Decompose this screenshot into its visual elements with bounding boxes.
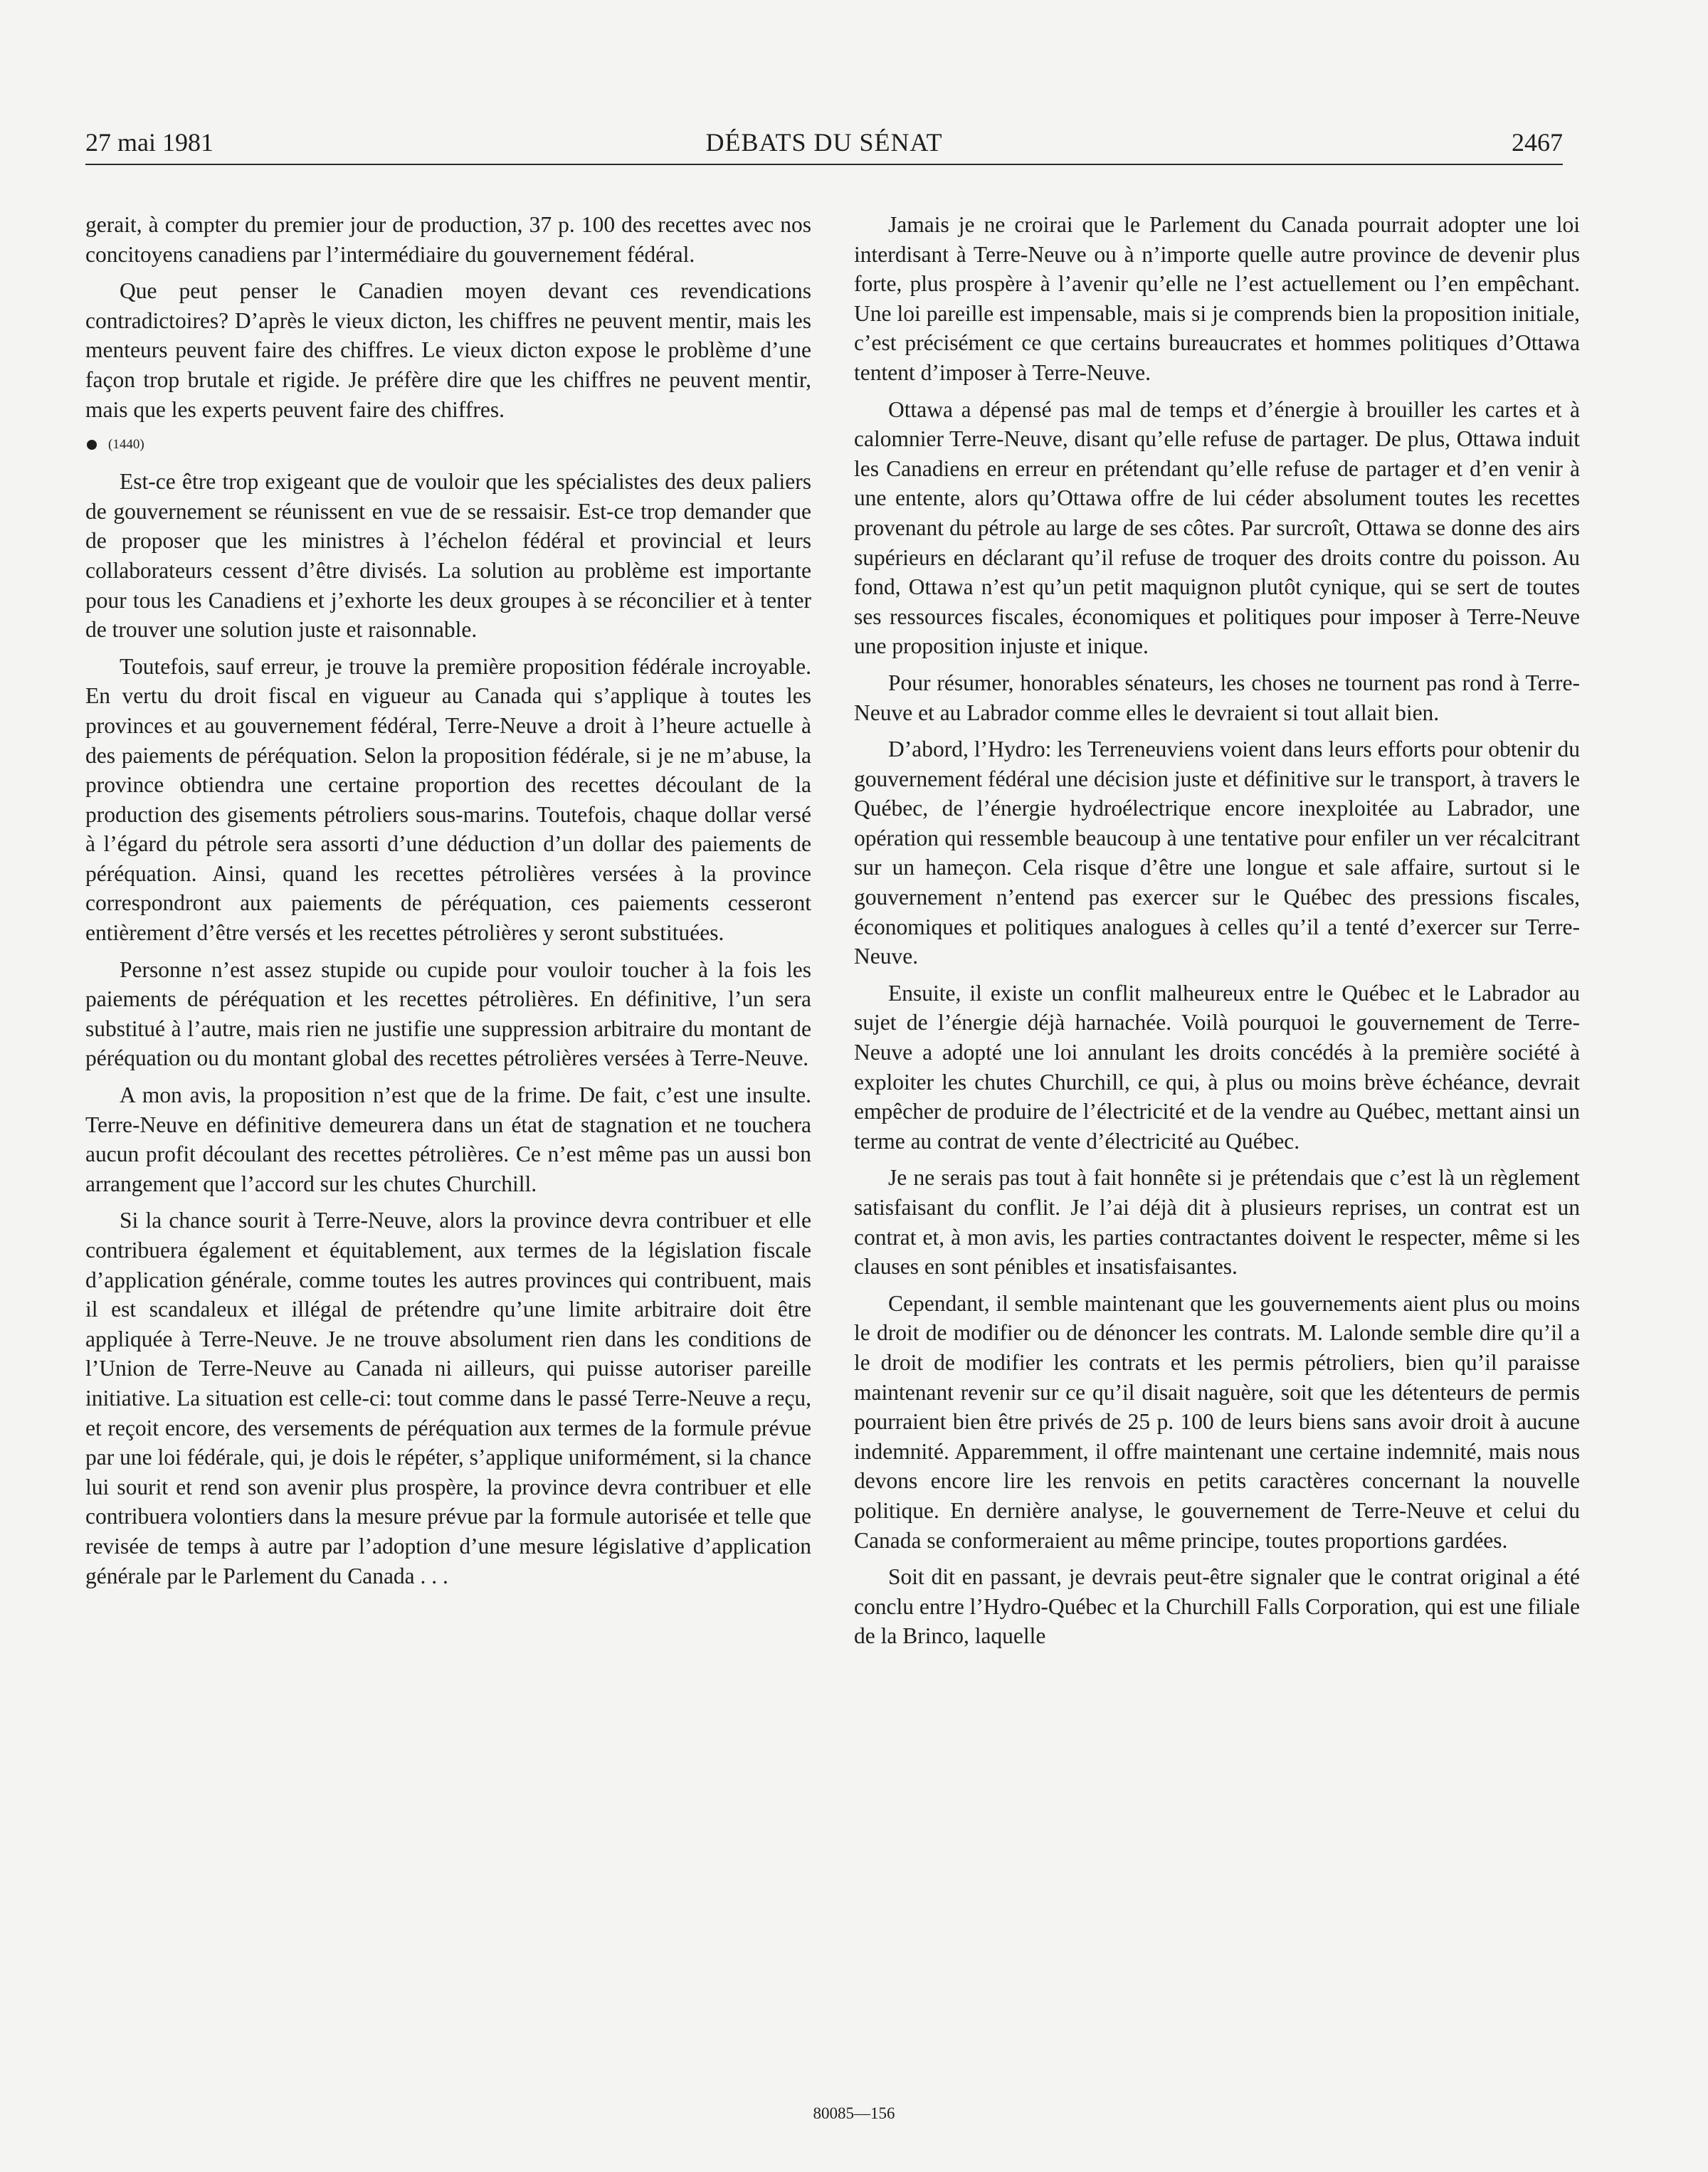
paragraph: Jamais je ne croirai que le Parlement du Canada pourrait adopter une loi interdisant à Terre-Neuve ou à n’importe quelle autre province de devenir plus forte, plus prospère à l’avenir qu’elle ne l’est actuellement ou l’en empêchant. Une loi pareille est impensable, mais si je comprends bien la proposition initiale, c’est précisément ce que certains bureaucrates et hommes politiques d’Ottawa tentent d’imposer à Terre-Neuve. (854, 212, 1580, 385)
timestamp-marker (85, 434, 811, 455)
paragraph: A mon avis, la proposition n’est que de la frime. De fait, c’est une insulte. Terre-Neuve en définitive demeurera dans un état de stagnation et ne touchera aucun profit découlant des recettes pétrolières. Ce n’est même pas un aussi bon arrangement que l’accord sur les chutes Churchill. (85, 1082, 811, 1196)
paragraph: Pour résumer, honorables sénateurs, les choses ne tournent pas rond à Terre-Neuve et au Labrador comme elles le devraient si tout allait bien. (854, 670, 1580, 725)
header-date: 27 mai 1981 (85, 128, 214, 157)
paragraph: Toutefois, sauf erreur, je trouve la première proposition fédérale incroyable. En vertu du droit fiscal en vigueur au Canada qui s’applique à toutes les provinces et au gouvernement fédéral, Terre-Neuve a droit à l’heure actuelle à des paiements de péréquation. Selon la proposition fédérale, si je ne m’abuse, la province obtiendra une certaine proportion des recettes découlant de la production des gisements pétroliers sous-marins. Toutefois, chaque dollar versé à l’égard du pétrole sera assorti d’une déduction d’un dollar des paiements de péréquation. Ainsi, quand les recettes pétrolières versées à la province correspondront aux paiements de péréquation, ces paiements cesseront entièrement d’être versés et les recettes pétrolières y seront substituées. (85, 653, 811, 946)
paragraph: Ottawa a dépensé pas mal de temps et d’énergie à brouiller les cartes et à calomnier Terre-Neuve, disant qu’elle refuse de partager. De plus, Ottawa induit les Canadiens en erreur en prétendant qu’elle refuse de partager et d’en venir à une entente, alors qu’Ottawa offre de lui céder absolument toutes les recettes provenant du pétrole au large de ses côtes. Par surcroît, Ottawa se donne des airs supérieurs en déclarant qu’il refuse de troquer des droits contre du poisson. Au fond, Ottawa n’est qu’un petit maquignon plutôt cynique, qui se sert de toutes ses ressources fiscales, économiques et politiques pour imposer à Terre-Neuve une proposition injuste et inique. (854, 396, 1580, 659)
paragraph: Si la chance sourit à Terre-Neuve, alors la province devra contribuer et elle contribuera également et équitablement, aux termes de la législation fiscale d’application générale, comme toutes les autres provinces qui contribuent, mais il est scandaleux et illégal de prétendre qu’une limite arbitraire doit être appliquée à Terre-Neuve. Je ne trouve absolument rien dans les conditions de l’Union de Terre-Neuve au Canada ni ailleurs, qui puisse autoriser pareille initiative. La situation est celle-ci: tout comme dans le passé Terre-Neuve a reçu, et reçoit encore, des versements de péréquation aux termes de la formule prévue par une loi fédérale, qui, je dois le répéter, s’applique uniformément, si la chance lui sourit et rend son avenir plus prospère, la province devra contribuer et elle contribuera volontiers dans la mesure prévue par la formule autorisée et telle que revisée de temps à autre par l’adoption d’une mesure législative d’application générale par le Parlement du Canada . . . (85, 1208, 811, 1588)
paragraph: gerait, à compter du premier jour de production, 37 p. 100 des recettes avec nos concitoyens canadiens par l’intermédiaire du gouvernement fédéral. (85, 212, 811, 267)
page-header (85, 121, 1563, 165)
bullet-icon (87, 440, 97, 450)
paragraph: Cependant, il semble maintenant que les gouvernements aient plus ou moins le droit de modifier ou de dénoncer les contrats. M. Lalonde semble dire qu’il a le droit de modifier les contrats et les permis pétroliers, bien qu’il paraisse maintenant revenir sur ce qu’il disait naguère, soit que les détenteurs de permis pourraient bien être privés de 25 p. 100 de leurs biens sans avoir droit à aucune indemnité. Apparemment, il offre maintenant une certaine indemnité, mais nous devons encore lire les renvois en petits caractères concernant la nouvelle politique. En dernière analyse, le gouvernement de Terre-Neuve et celui du Canada se conformeraient au même principe, toutes proportions gardées. (854, 1290, 1580, 1553)
paragraph: Est-ce être trop exigeant que de vouloir que les spécialistes des deux paliers de gouvernement se réunissent en vue de se ressaisir. Est-ce trop demander que de proposer que les ministres à l’échelon fédéral et provincial et leurs collaborateurs cessent d’être divisés. La solution au problème est importante pour tous les Canadiens et j’exhorte les deux groupes à se réconcilier et à tenter de trouver une solution juste et raisonnable. (85, 469, 811, 643)
page-footer-code: 80085—156 (813, 2104, 895, 2122)
paragraph: Je ne serais pas tout à fait honnête si je prétendais que c’est là un règlement satisfaisant du conflit. Je l’ai déjà dit à plusieurs reprises, un contrat est un contrat et, à mon avis, les parties contractantes doivent le respecter, même si les clauses en sont pénibles et insatisfaisantes. (854, 1165, 1580, 1280)
paragraph: Que peut penser le Canadien moyen devant ces revendications contradictoires? D’après le vieux dicton, les chiffres ne peuvent mentir, mais les menteurs peuvent faire des chiffres. Le vieux dicton expose le problème d’une façon trop brutale et rigide. Je préfère dire que les chiffres ne peuvent mentir, mais que les experts peuvent faire des chiffres. (85, 278, 811, 422)
header-page-number: 2467 (1512, 128, 1563, 157)
paragraph: Personne n’est assez stupide ou cupide pour vouloir toucher à la fois les paiements de péréquation et les recettes pétrolières. En définitive, l’un sera substitué à l’autre, mais rien ne justifie une suppression arbitraire du montant de péréquation ou du montant global des recettes pétrolières versées à Terre-Neuve. (85, 956, 811, 1071)
paragraph: Soit dit en passant, je devrais peut-être signaler que le contrat original a été conclu entre l’Hydro-Québec et la Churchill Falls Corporation, qui est une filiale de la Brinco, laquelle (854, 1564, 1580, 1649)
paragraph: D’abord, l’Hydro: les Terreneuviens voient dans leurs efforts pour obtenir du gouvernement fédéral une décision juste et définitive sur le transport, à travers le Québec, de l’énergie hydroélectrique encore inexploitée au Labrador, une opération qui ressemble beaucoup à une tentative pour enfiler un ver récalcitrant sur un hameçon. Cela risque d’être une longue et sale affaire, surtout si le gouvernement n’entend pas exercer sur le Québec des pressions fiscales, économiques et politiques analogues à celles qu’il a tenté d’exercer sur Terre-Neuve. (854, 737, 1580, 969)
left-column (85, 210, 811, 1598)
header-title: DÉBATS DU SÉNAT (705, 128, 943, 157)
paragraph: Ensuite, il existe un conflit malheureux entre le Québec et le Labrador au sujet de l’énergie déjà harnachée. Voilà pourquoi le gouvernement de Terre-Neuve a adopté une loi annulant les droits concédés à la première société à exploiter les chutes Churchill, ce qui, à plus ou moins brève échéance, devrait empêcher de produire de l’électricité et de la vendre au Québec, mettant ainsi un terme au contrat de vente d’électricité au Québec. (854, 980, 1580, 1154)
right-column (854, 210, 1580, 1658)
timestamp-text: (1440) (108, 437, 144, 453)
